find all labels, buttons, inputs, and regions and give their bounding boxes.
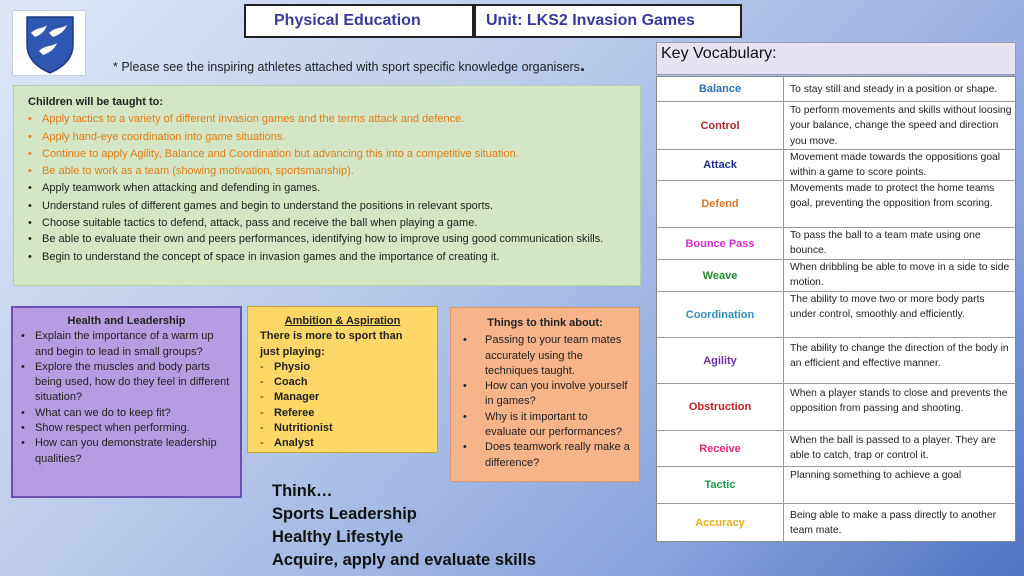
objective-item: • Choose suitable tactics to defend, attack, pass and receive the ball when playing a game.: [28, 215, 626, 232]
ambition-aspiration-panel: [247, 306, 438, 453]
unit-title-text: Unit: LKS2 Invasion Games: [486, 12, 695, 29]
think-summary: [272, 480, 536, 572]
health-item: • Explore the muscles and body parts being used, how do they feel in different situation?: [21, 360, 232, 406]
learning-objectives-panel: [13, 85, 641, 286]
think-item: • How can you involve yourself in games?: [459, 379, 631, 410]
health-leadership-panel: [11, 306, 242, 498]
things-to-think-list: [459, 333, 631, 471]
note-period: .: [579, 55, 585, 75]
vocab-definition: Being able to make a pass directly to another team mate.: [790, 510, 997, 537]
career-item: - Physio: [260, 360, 425, 375]
subject-title-text: Physical Education: [274, 12, 421, 29]
think-item: • Does teamwork really make a difference?: [459, 440, 631, 471]
health-item: • What can we do to keep fit?: [21, 406, 232, 421]
vocab-row: [657, 181, 1015, 228]
things-to-think-title: Things to think about:: [487, 317, 603, 329]
vocab-row: [657, 431, 1015, 467]
vocab-row: [657, 384, 1015, 431]
ambition-title: Ambition & Aspiration: [284, 315, 401, 327]
objective-item: • Be able to work as a team (showing motivation, sportsmanship).: [28, 163, 626, 180]
health-item: • Explain the importance of a warm up and begin to lead in small groups?: [21, 329, 232, 360]
vocab-row: [657, 338, 1015, 384]
career-item: - Referee: [260, 406, 425, 421]
athletes-note: [113, 55, 585, 76]
vocab-row: [657, 467, 1015, 504]
vocab-term: Obstruction: [657, 384, 784, 430]
objective-item: • Begin to understand the concept of space in invasion games and the importance of creating it.: [28, 249, 626, 266]
vocab-term: Defend: [657, 181, 784, 227]
vocab-row: [657, 228, 1015, 260]
career-item: - Nutritionist: [260, 421, 425, 436]
objective-item: • Apply hand-eye coordination into game situations.: [28, 129, 626, 146]
ambition-intro: There is more to sport than just playing:: [260, 330, 403, 358]
vocab-definition: When dribbling be able to move in a side to side motion.: [790, 262, 1010, 289]
vocab-term: Control: [657, 102, 784, 149]
vocab-definition: The ability to change the direction of the body in an efficient and effective manner.: [790, 343, 1009, 370]
vocab-term: Tactic: [657, 467, 784, 503]
vocabulary-title: [656, 42, 1016, 75]
health-item: • Show respect when performing.: [21, 421, 232, 436]
learning-objectives-list: [28, 111, 626, 266]
vocab-row: [657, 260, 1015, 292]
school-crest-logo: [12, 10, 86, 76]
vocab-definition: When the ball is passed to a player. They are able to catch, trap or control it.: [790, 435, 996, 462]
health-leadership-list: [21, 329, 232, 467]
think-line: Healthy Lifestyle: [272, 528, 404, 546]
vocab-definition: Planning something to achieve a goal: [790, 470, 962, 481]
objective-item: • Apply teamwork when attacking and defending in games.: [28, 180, 626, 197]
careers-list: [260, 360, 425, 452]
vocab-term: Receive: [657, 431, 784, 466]
vocab-term: Accuracy: [657, 504, 784, 542]
vocab-definition: Movement made towards the oppositions goal within a game to score points.: [790, 152, 1001, 179]
career-item: - Analyst: [260, 436, 425, 451]
vocab-definition: When a player stands to close and prevents the opposition from passing and shooting.: [790, 388, 1008, 415]
vocab-term: Coordination: [657, 292, 784, 337]
vocabulary-title-text: Key Vocabulary:: [661, 45, 777, 62]
career-item: - Coach: [260, 375, 425, 390]
vocab-definition: To stay still and steady in a position or shape.: [790, 84, 998, 95]
things-to-think-panel: [450, 307, 640, 482]
vocab-row: [657, 504, 1015, 542]
vocab-term: Agility: [657, 338, 784, 383]
career-item: - Manager: [260, 390, 425, 405]
think-item: • Passing to your team mates accurately using the techniques taught.: [459, 333, 631, 379]
vocab-term: Balance: [657, 77, 784, 101]
health-item: • How can you demonstrate leadership qualities?: [21, 436, 232, 467]
vocab-definition: To pass the ball to a team mate using one bounce.: [790, 230, 981, 257]
think-item: • Why is it important to evaluate our performances?: [459, 410, 631, 441]
vocabulary-table: [656, 76, 1016, 542]
objective-item: • Apply tactics to a variety of different invasion games and the terms attack and defence.: [28, 111, 626, 128]
vocab-definition: The ability to move two or more body parts under control, smoothly and efficiently.: [790, 294, 985, 321]
vocab-row: [657, 150, 1015, 181]
vocab-term: Weave: [657, 260, 784, 291]
vocab-term: Attack: [657, 150, 784, 180]
objective-item: • Understand rules of different games and begin to understand the positions in relevant sports.: [28, 198, 626, 215]
think-line: Acquire, apply and evaluate skills: [272, 551, 537, 569]
vocab-row: [657, 292, 1015, 338]
vocab-term: Bounce Pass: [657, 228, 784, 259]
vocab-definition: To perform movements and skills without loosing your balance, change the speed and direction you move.: [790, 105, 1012, 147]
objective-item: • Be able to evaluate their own and peers performances, identifying how to improve using good communication skills.: [28, 232, 626, 247]
unit-title: [474, 4, 742, 38]
vocab-definition: Movements made to protect the home teams goal, preventing the opposition from scoring.: [790, 183, 995, 210]
subject-title: [244, 4, 474, 38]
athletes-note-text: * Please see the inspiring athletes attached with sport specific knowledge organisers: [113, 60, 580, 74]
think-line: Sports Leadership: [272, 505, 417, 523]
think-line: Think…: [272, 482, 333, 500]
objective-item: • Continue to apply Agility, Balance and Coordination but advancing this into a competitive situation.: [28, 146, 626, 163]
learning-objectives-title: Children will be taught to:: [28, 96, 164, 108]
health-leadership-title: Health and Leadership: [67, 315, 186, 327]
vocab-row: [657, 102, 1015, 150]
vocab-row: [657, 77, 1015, 102]
